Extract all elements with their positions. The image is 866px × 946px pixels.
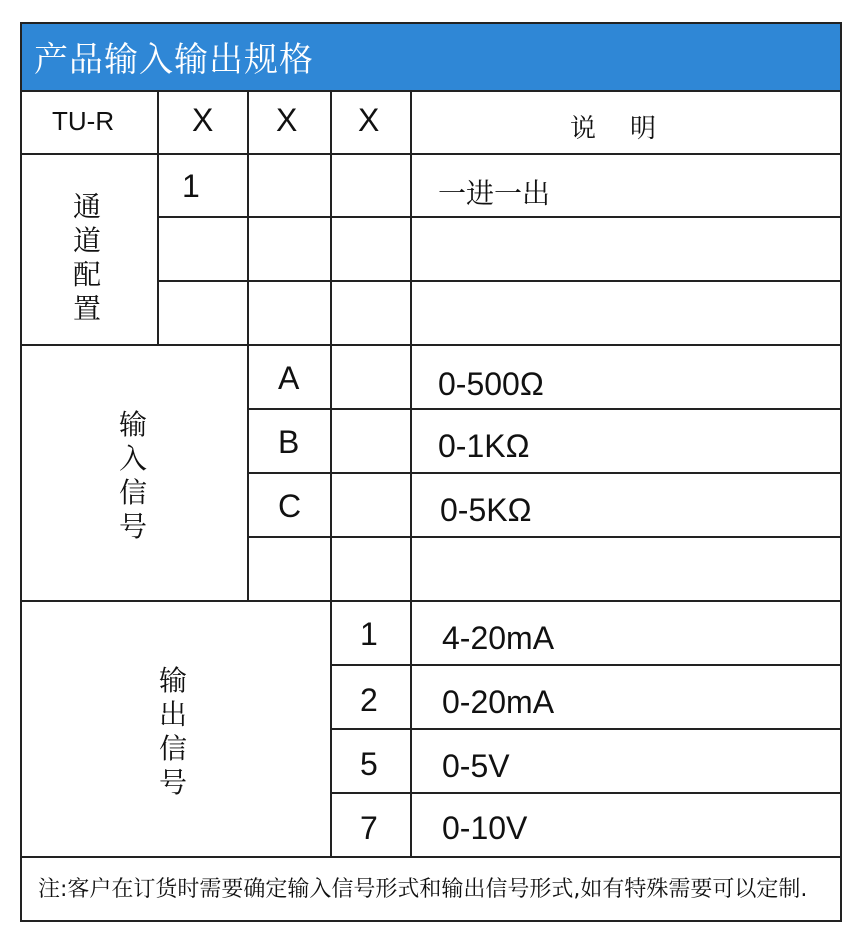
row-divider: [158, 280, 840, 282]
code-x3: X: [358, 102, 380, 138]
input-code-a: A: [278, 360, 300, 396]
channel-code: 1: [182, 168, 200, 204]
row-divider: [331, 664, 840, 666]
output-desc-1: 4-20mA: [442, 620, 555, 656]
model-code: TU-R: [52, 106, 115, 136]
page-title: 产品输入输出规格: [34, 40, 314, 80]
row-divider: [248, 536, 840, 538]
channel-label: 通 道 配 置: [72, 190, 101, 325]
col-divider: [410, 90, 412, 858]
row-divider: [248, 408, 840, 410]
output-desc-7: 0-10V: [442, 810, 528, 846]
row-divider: [248, 472, 840, 474]
col-divider: [330, 90, 332, 858]
row-divider: [22, 856, 840, 858]
output-code-7: 7: [360, 810, 378, 846]
channel-desc: 一进一出: [438, 177, 551, 210]
row-divider: [158, 216, 840, 218]
row-divider: [22, 153, 840, 155]
input-label: 输 入 信 号: [118, 408, 147, 543]
input-desc-b: 0-1KΩ: [438, 428, 530, 464]
row-divider: [331, 792, 840, 794]
col-divider: [157, 90, 159, 346]
row-divider: [22, 600, 840, 602]
order-note: 注:客户在订货时需要确定输入信号形式和输出信号形式,如有特殊需要可以定制.: [38, 877, 808, 902]
output-desc-2: 0-20mA: [442, 684, 555, 720]
input-code-c: C: [278, 488, 302, 524]
spec-table: [20, 22, 842, 922]
title-bar: [22, 24, 840, 90]
code-x2: X: [276, 102, 298, 138]
output-code-2: 2: [360, 682, 378, 718]
input-desc-a: 0-500Ω: [438, 366, 544, 402]
col-divider: [247, 90, 249, 602]
input-desc-c: 0-5KΩ: [440, 492, 532, 528]
row-divider: [22, 344, 840, 346]
code-x1: X: [192, 102, 214, 138]
row-divider: [22, 90, 840, 92]
desc-header: 说明: [570, 114, 691, 144]
output-label: 输 出 信 号: [158, 664, 187, 799]
input-code-b: B: [278, 424, 300, 460]
output-code-1: 1: [360, 616, 378, 652]
row-divider: [331, 728, 840, 730]
output-desc-5: 0-5V: [442, 748, 510, 784]
output-code-5: 5: [360, 746, 378, 782]
